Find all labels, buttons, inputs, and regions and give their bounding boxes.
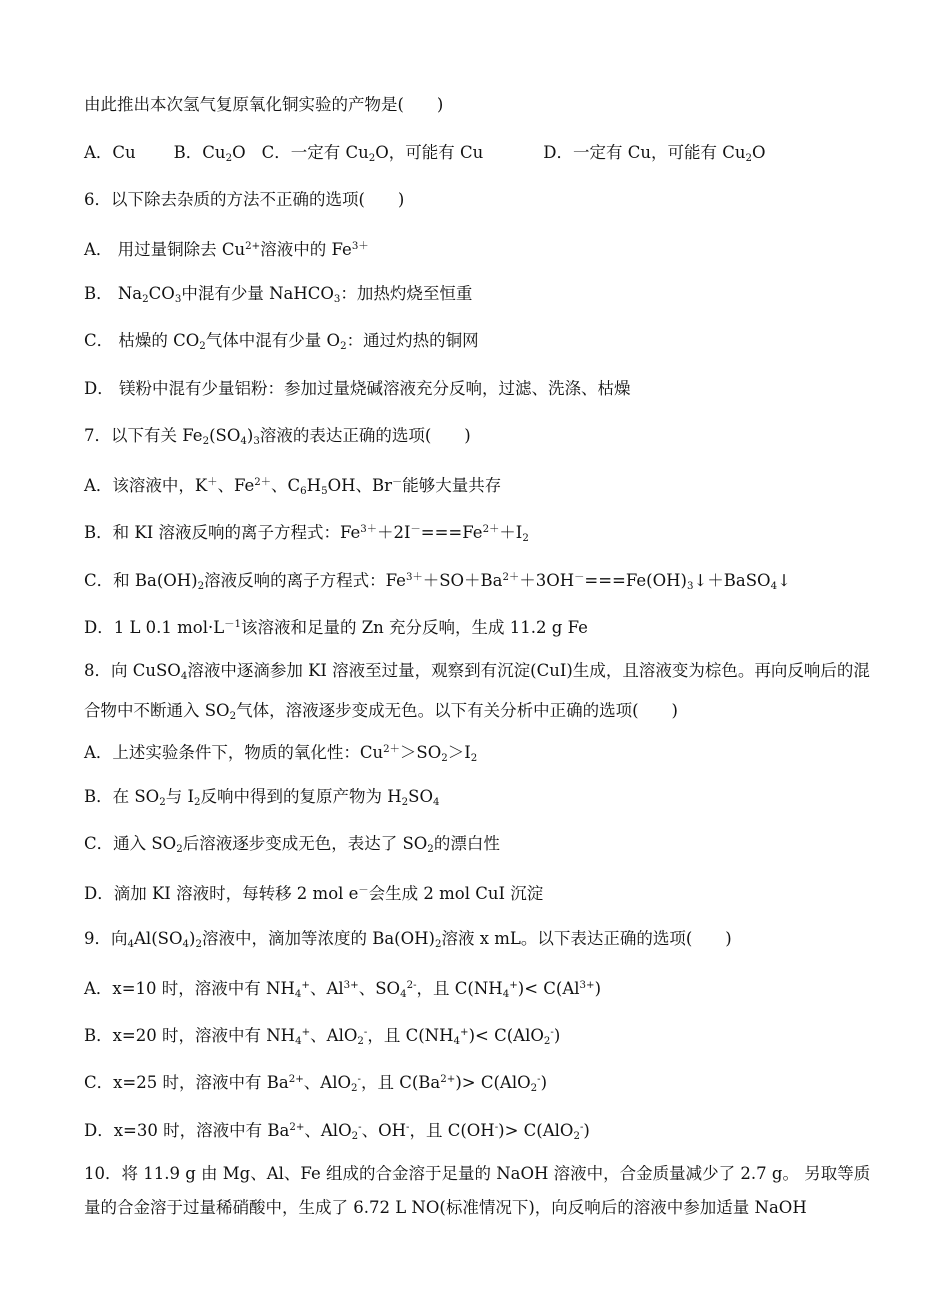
question-9-stem: 9．向$_4Al(SO_4)_2$溶液中，滴加等浓度的 $Ba(OH)_2$溶液 x mL。以下表达正确的选项( ) xyxy=(84,929,732,950)
question-8-option-d: D．滴加 KI 溶液时，每转移 2 mol e－会生成 2 mol CuI 沉淀 xyxy=(84,884,544,904)
option-b: B．$Cu_2O$ xyxy=(173,143,246,164)
question-8-option-a: A．上述实验条件下，物质的氧化性：$Cu^{2+}>SO_2>I_2$ xyxy=(84,743,478,764)
question-5-options xyxy=(84,142,766,170)
question-7-option-c: C．和 $Ba(OH)_2$溶液反响的离子方程式：$Fe^{3+}+SO+Ba^{2+}+3OH^-===Fe(OH)_3↓+BaSO_4↓$ xyxy=(84,571,791,592)
question-9-option-b: B．x=20 时，溶液中有 $NH_4^+$、AlO$_2$-，且 $C(NH_4^+)< C(AlO_2^-)$ xyxy=(84,1026,561,1047)
question-7-stem: 7．以下有关 $Fe_2(SO_4)_3$溶液的表达正确的选项( ) xyxy=(84,426,471,447)
question-6-option-c: C． 枯燥的 $CO_2$气体中混有少量 $O_2$：通过灼热的铜网 xyxy=(84,331,479,352)
question-8-option-b: B．在 $SO_2$与 $I_2$反响中得到的复原产物为 $H_2SO_4$ xyxy=(84,787,440,808)
option-d: D．一定有 Cu，可能有 $Cu_2O$ xyxy=(543,143,766,164)
question-5-stem: 由此推出本次氢气复原氧化铜实验的产物是( ) xyxy=(84,95,444,114)
option-a: A．Cu xyxy=(84,143,136,162)
question-6-stem: 6．以下除去杂质的方法不正确的选项( ) xyxy=(84,190,405,209)
question-7-option-a: A．该溶液中，K＋、$Fe^{2+}$、$C_6H_5OH$、Br－能够大量共存 xyxy=(84,476,502,497)
question-9-option-c: C．x=25 时，溶液中有 $Ba^{2+}$、AlO$_2$-，且 $C(Ba^{2+})> C(AlO_2^-)$ xyxy=(84,1073,548,1094)
option-c: C．一定有 $Cu_2O$，可能有 Cu xyxy=(261,143,484,164)
question-9-option-d: D．x=30 时，溶液中有 $Ba^{2+}$、AlO$_2$-、OH-，且 C(OH-)> C(AlO$_2$-) xyxy=(84,1121,590,1142)
question-8-stem: 8．向 CuSO$_4$溶液中逐滴参加 KI 溶液至过量，观察到有沉淀(CuI)生成，且溶液变为棕色。再向反响后的混合物中不断通入 $SO_2$气体，溶液逐步变成无色。以下有关分析中正确的选项( ) xyxy=(84,661,870,722)
question-9-option-a: A．x=10 时，溶液中有 $NH_4^+$、$Al^{3+}$、$SO_4^{2-}$，且 $C(NH_4^+)< C(Al^{3+})$ xyxy=(84,979,602,1000)
question-8-option-c: C．通入 $SO_2$后溶液逐步变成无色，表达了 $SO_2$的漂白性 xyxy=(84,834,500,855)
question-6-option-a: A． 用过量铜除去 $Cu^{2+}$溶液中的 $Fe^{3+}$ xyxy=(84,240,369,260)
question-6-option-d: D． 镁粉中混有少量铝粉：参加过量烧碱溶液充分反响，过滤、洗涤、枯燥 xyxy=(84,379,631,398)
question-6-option-b: B． $Na_2CO_3$中混有少量 NaHCO$_3$：加热灼烧至恒重 xyxy=(84,284,473,305)
question-7-option-b: B．和 KI 溶液反响的离子方程式：$Fe^{3+}+2I^-===Fe^{2+}+I_2$ xyxy=(84,523,529,544)
question-7-option-d: D．1 L 0.1 $mol\cdot L^{-1}$该溶液和足量的 Zn 充分反响，生成 11.2 g Fe xyxy=(84,618,588,638)
question-10-stem: 10．将 11.9 g 由 Mg、Al、Fe 组成的合金溶于足量的 NaOH 溶液中，合金质量减少了 2.7 g。 另取等质量的合金溶于过量稀硝酸中，生成了 6.72 L NO(标准情况下)，向反响后的溶液中参加适量 NaOH xyxy=(84,1164,871,1217)
